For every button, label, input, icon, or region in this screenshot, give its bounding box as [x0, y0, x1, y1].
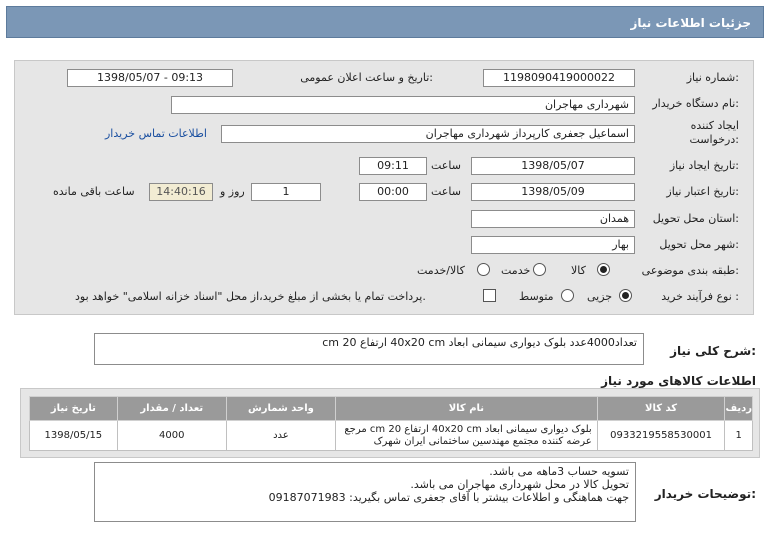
description-field: تعداد4000عدد بلوک دیواری سیمانی ابعاد 40x20 cm ارتفاع 20 cm — [94, 333, 644, 365]
created-date-field: 1398/05/07 — [471, 157, 635, 175]
buyer-notes-label: توضیحات خریدار: — [654, 487, 756, 501]
province-field: همدان — [471, 210, 635, 228]
cell-name-line2: عرضه کننده مجتمع مهندسین ساختمانی ایران شهرک — [373, 435, 592, 447]
goods-section-title: اطلاعات کالاهای مورد نیاز — [601, 374, 756, 388]
need-number-label: شماره نیاز: — [686, 71, 739, 84]
cell-row-index: 1 — [725, 421, 753, 451]
page-header — [6, 6, 764, 38]
announce-datetime-label: تاریخ و ساعت اعلان عمومی: — [300, 71, 433, 84]
valid-date-label: تاریخ اعتبار نیاز: — [666, 185, 739, 198]
column-header-name: نام کالا — [336, 397, 598, 421]
table-row — [30, 421, 753, 451]
category-radio-goods-service[interactable] — [477, 263, 490, 276]
cell-name-line1: بلوک دیواری سیمانی ابعاد 40x20 cm ارتفاع 20 cm مرجع — [344, 423, 592, 435]
created-time-field: 09:11 — [359, 157, 427, 175]
category-option-service: خدمت — [501, 264, 531, 277]
page-title: جزئیات اطلاعات نیاز — [630, 16, 751, 30]
buyer-note-line: تحویل کالا در محل شهرداری مهاجران می باشد. — [410, 478, 629, 491]
province-label: استان محل تحویل: — [652, 212, 739, 225]
description-label: شرح کلی نیاز: — [670, 344, 756, 358]
valid-time-field: 00:00 — [359, 183, 427, 201]
city-field: بهار — [471, 236, 635, 254]
goods-table — [29, 396, 753, 451]
buyer-contact-link[interactable]: اطلاعات تماس خریدار — [105, 127, 207, 140]
process-label: نوع فرآیند خرید : — [661, 290, 739, 303]
need-details-panel — [14, 60, 754, 315]
announce-datetime-field: 1398/05/07 - 09:13 — [67, 69, 233, 87]
city-label: شهر محل تحویل: — [659, 238, 739, 251]
cell-code: 0933219558530001 — [597, 421, 725, 451]
remaining-time-field: 14:40:16 — [149, 183, 213, 201]
buyer-note-line: جهت هماهنگی و اطلاعات بیشتر با آقای جعفری تماس بگیرید: 09187071983 — [268, 491, 629, 504]
treasury-payment-checkbox[interactable] — [483, 289, 496, 302]
remaining-days-field: 1 — [251, 183, 321, 201]
category-radio-service[interactable] — [533, 263, 546, 276]
column-header-need-date: تاریخ نیاز — [30, 397, 118, 421]
remaining-time-label: ساعت باقی مانده — [53, 185, 135, 198]
category-label: طبقه بندی موضوعی: — [641, 264, 739, 277]
cell-need-date: 1398/05/15 — [30, 421, 118, 451]
buyer-org-label: نام دستگاه خریدار: — [652, 97, 739, 110]
buyer-notes-field — [94, 462, 636, 522]
buyer-note-line: تسویه حساب 3ماهه می باشد. — [489, 465, 629, 478]
valid-time-label: ساعت — [431, 185, 461, 198]
creator-label-line2: درخواست: — [689, 133, 739, 146]
created-date-label: تاریخ ایجاد نیاز: — [669, 159, 739, 172]
process-radio-minor[interactable] — [619, 289, 632, 302]
creator-label-line1: ایجاد کننده — [690, 119, 739, 132]
need-number-field: 1198090419000022 — [483, 69, 635, 87]
created-time-label: ساعت — [431, 159, 461, 172]
cell-unit: عدد — [226, 421, 335, 451]
category-option-goods: کالا — [571, 264, 586, 277]
process-option-medium: متوسط — [519, 290, 554, 303]
days-label: روز و — [220, 185, 245, 198]
category-radio-goods[interactable] — [597, 263, 610, 276]
goods-table-header — [30, 397, 753, 421]
valid-date-field: 1398/05/09 — [471, 183, 635, 201]
column-header-unit: واحد شمارش — [226, 397, 335, 421]
cell-name — [336, 421, 598, 451]
creator-field: اسماعیل جعفری کارپرداز شهرداری مهاجران — [221, 125, 635, 143]
category-option-goods-service: کالا/خدمت — [417, 264, 465, 277]
cell-quantity: 4000 — [117, 421, 226, 451]
process-radio-medium[interactable] — [561, 289, 574, 302]
goods-table-panel — [20, 388, 760, 458]
column-header-code: کد کالا — [597, 397, 725, 421]
column-header-row-index: ردیف — [725, 397, 753, 421]
process-option-minor: جزیی — [587, 290, 613, 303]
buyer-org-field: شهرداری مهاجران — [171, 96, 635, 114]
treasury-payment-note: پرداخت تمام یا بخشی از مبلغ خرید،از محل "اسناد خزانه اسلامی" خواهد بود. — [75, 290, 426, 303]
column-header-quantity: تعداد / مقدار — [117, 397, 226, 421]
